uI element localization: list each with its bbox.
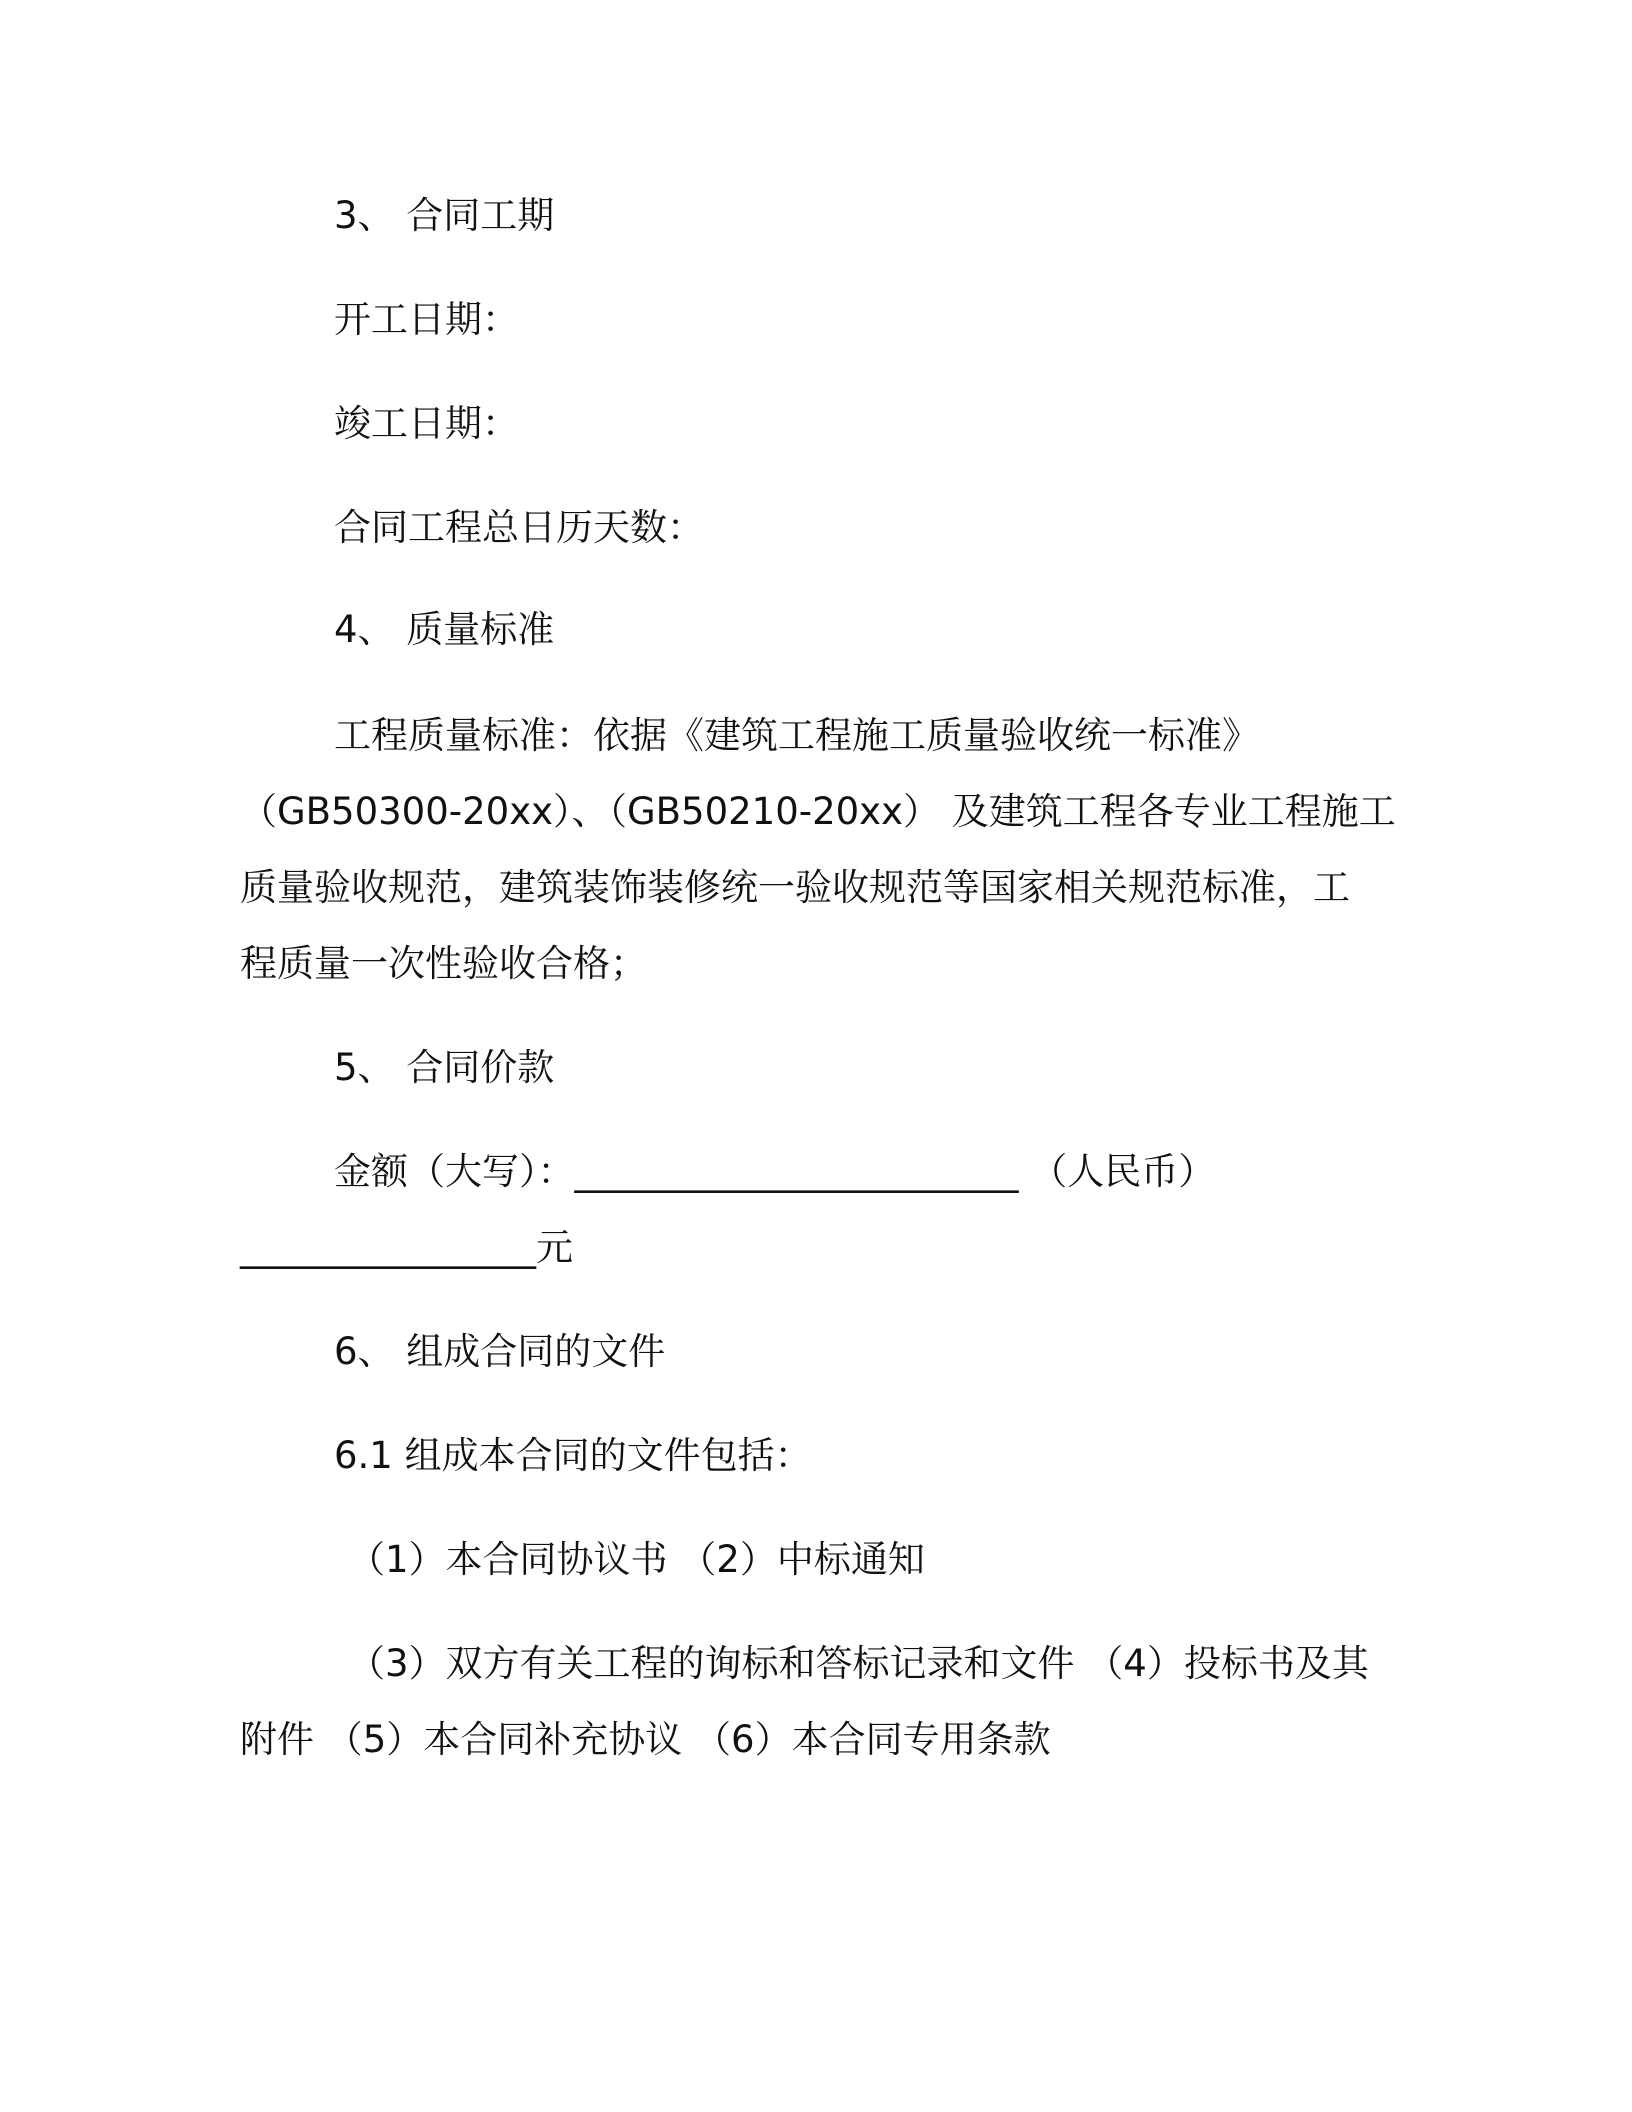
amount-line-2: ________________元 — [240, 1226, 573, 1269]
section-6-1-heading: 6.1 组成本合同的文件包括： — [334, 1434, 812, 1477]
quality-paragraph-line-4: 程质量一次性验收合格； — [240, 942, 647, 985]
section-4-heading: 4、 质量标准 — [334, 608, 555, 651]
quality-paragraph-line-2: （GB50300-20xx）、（GB50210-20xx） 及建筑工程各专业工程施工 — [240, 790, 1396, 833]
section-3-heading: 3、 合同工期 — [334, 194, 555, 237]
documents-list-line-3: 附件 （5）本合同补充协议 （6）本合同专用条款 — [240, 1718, 1051, 1761]
quality-paragraph-line-1: 工程质量标准：依据《建筑工程施工质量验收统一标准》 — [334, 714, 1259, 757]
quality-paragraph-line-3: 质量验收规范，建筑装饰装修统一验收规范等国家相关规范标准，工 — [240, 866, 1350, 909]
documents-list-line-2: （3）双方有关工程的询标和答标记录和文件 （4）投标书及其 — [348, 1642, 1369, 1685]
total-days-label: 合同工程总日历天数： — [334, 506, 704, 549]
start-date-label: 开工日期： — [334, 298, 519, 341]
section-6-heading: 6、 组成合同的文件 — [334, 1330, 666, 1373]
amount-line: 金额（大写）：________________________ （人民币） — [334, 1150, 1216, 1193]
end-date-label: 竣工日期： — [334, 402, 519, 445]
documents-list-line-1: （1）本合同协议书 （2）中标通知 — [348, 1538, 925, 1581]
section-5-heading: 5、 合同价款 — [334, 1046, 555, 1089]
